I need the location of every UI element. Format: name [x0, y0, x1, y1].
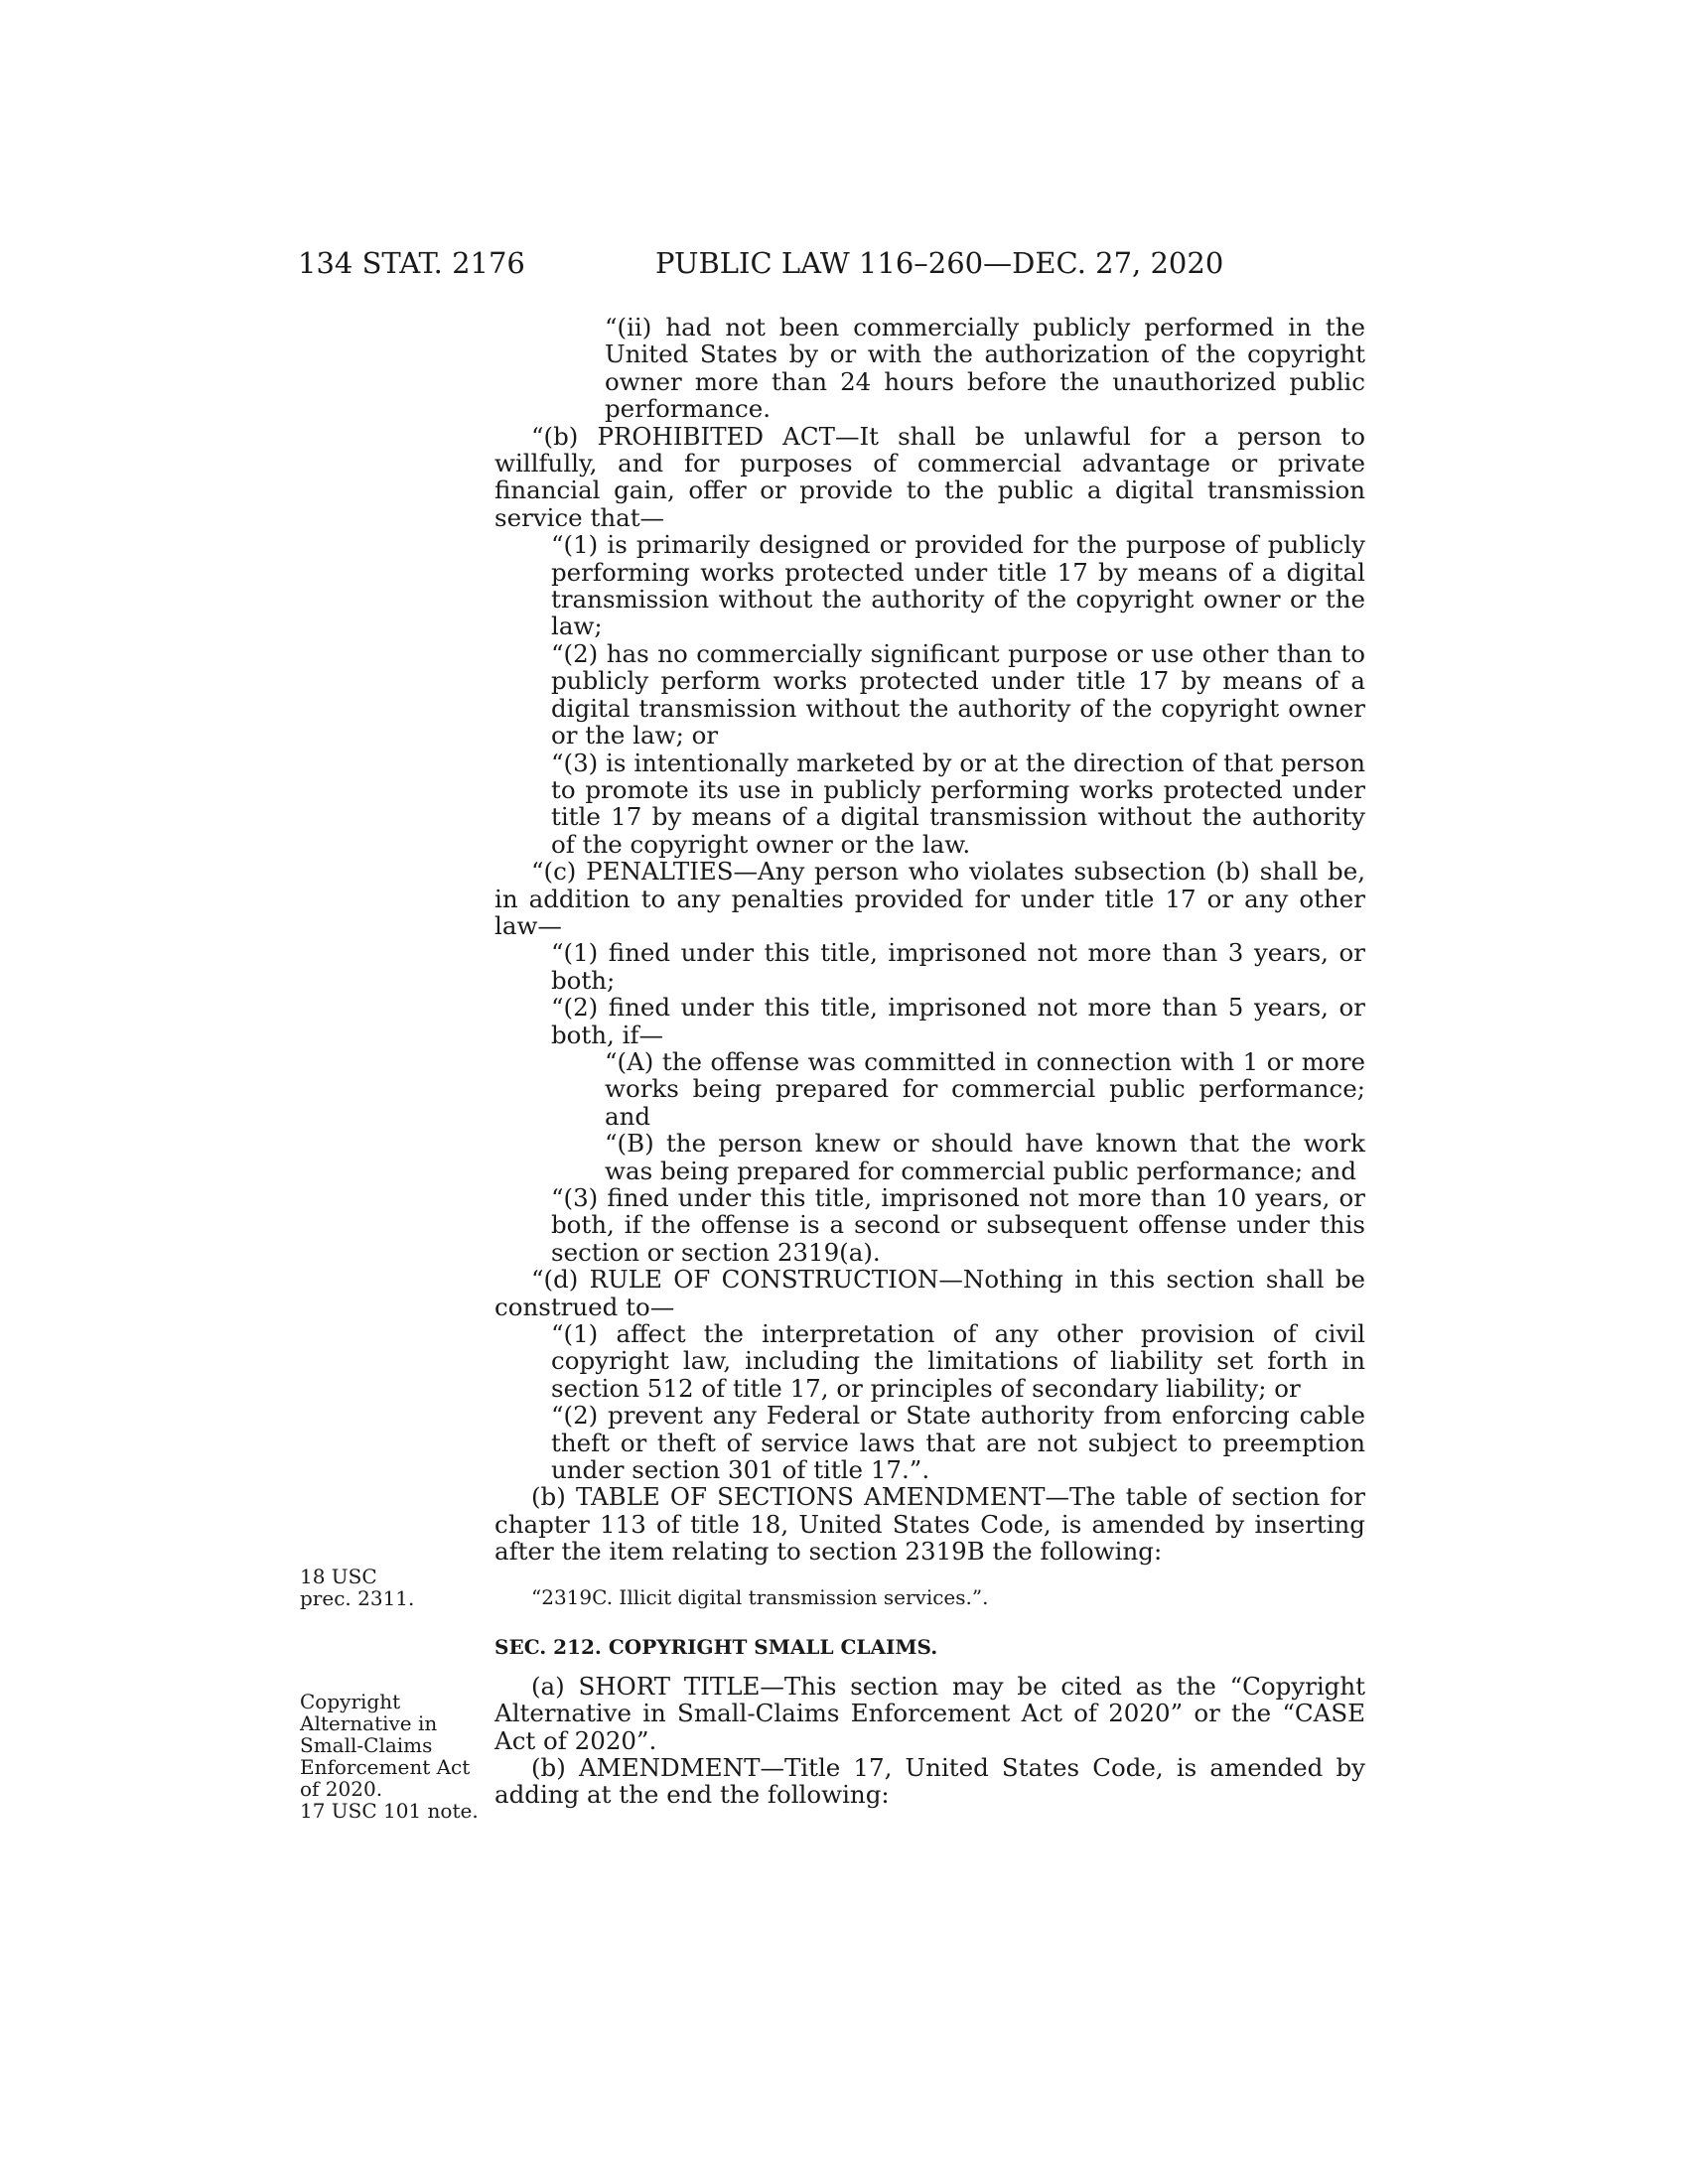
subsection-c-3: “(3) fined under this title, imprisoned not more than 10 years, or both, if the offense is a second or subsequent offense under this section or section 2319(a). [551, 1183, 1365, 1267]
margin-note-line: prec. 2311. [300, 1586, 415, 1610]
page-header [298, 246, 1365, 286]
subsection-d-label: RULE OF CONSTRUCTION [589, 1265, 939, 1295]
subsection-c-2: “(2) fined under this title, imprisoned not more than 5 years, or both, if— [551, 993, 1365, 1049]
margin-note-line: 17 USC 101 note. [300, 1799, 479, 1823]
statute-page-reference: 134 STAT. 2176 [298, 246, 525, 280]
subsection-d-1: “(1) affect the interpretation of any other provision of civil copyright law, including the limitations of liability set forth in section 512 of title 17, or principles of secondary liability; or [551, 1319, 1365, 1403]
margin-note-line: Small-Claims [300, 1733, 433, 1757]
margin-note-line: Enforcement Act [300, 1755, 471, 1779]
margin-note-line: of 2020. [300, 1777, 383, 1801]
body-text [494, 314, 1365, 1809]
short-title: (a) SHORT TITLE—This section may be cited as the “Copyright Alternative in Small-Claims Enforcement Act of 2020” or the “CASE Act of 2020”. [494, 1671, 1365, 1755]
paragraph-ii: “(ii) had not been commercially publicly performed in the United States by or with the authorization of the copyright owner more than 24 hours before the unauthorized public performance. [605, 313, 1365, 424]
toc-amendment-label: TABLE OF SECTIONS AMENDMENT [575, 1482, 1046, 1512]
subsection-b-2: “(2) has no commercially significant purpose or use other than to publicly perform works protected under title 17 by means of a digital transmission without the authority of the copyright owner or the law; or [551, 638, 1365, 751]
subsection-c-2-B: “(B) the person knew or should have known that the work was being prepared for commercial public performance; and [605, 1129, 1365, 1185]
subsection-b-3: “(3) is intentionally marketed by or at the direction of that person to promote its use in publicly performing works protected under title 17 by means of a digital transmission without the authority of the copyright owner or the law. [551, 748, 1365, 859]
subsection-c-2-A: “(A) the offense was committed in connection with 1 or more works being prepared for commercial public performance; and [605, 1046, 1365, 1131]
section-heading: SEC. 212. COPYRIGHT SMALL CLAIMS. [494, 1634, 938, 1659]
subsection-d: “(d) RULE OF CONSTRUCTION—Nothing in this section shall be construed to— [494, 1265, 1365, 1321]
subsection-c-1: “(1) fined under this title, imprisoned not more than 3 years, or both; [551, 938, 1365, 995]
margin-note-case-act [300, 1691, 479, 1822]
margin-note-usc-prec [300, 1566, 479, 1609]
subsection-b-1: “(1) is primarily designed or provided for the purpose of publicly performing works protected under title 17 by means of a digital transmission without the authority of the copyright owner or the law; [551, 530, 1365, 641]
toc-item: “2319C. Illicit digital transmission services.”. [531, 1584, 989, 1609]
subsection-c-label: PENALTIES [586, 857, 734, 887]
subsection-b: “(b) PROHIBITED ACT—It shall be unlawful for a person to willfully, and for purposes of commercial advantage or private financial gain, offer or provide to the public a digital transmission service that— [494, 421, 1365, 532]
amendment: (b) AMENDMENT—Title 17, United States Code, is amended by adding at the end the following: [494, 1752, 1365, 1810]
amendment-label: AMENDMENT [578, 1752, 761, 1782]
short-title-label: SHORT TITLE [578, 1671, 761, 1701]
table-of-sections-amendment: (b) TABLE OF SECTIONS AMENDMENT—The table of section for chapter 113 of title 18, United States Code, is amended by inserting after the item relating to section 2319B the following: [494, 1482, 1365, 1567]
margin-note-line: Alternative in [300, 1711, 438, 1735]
subsection-d-2: “(2) prevent any Federal or State authority from enforcing cable theft or theft of service laws that are not subject to preemption under section 301 of title 17.”. [551, 1401, 1365, 1485]
margin-note-line: Copyright [300, 1690, 401, 1713]
subsection-b-label: PROHIBITED ACT [597, 421, 835, 451]
margin-note-line: 18 USC [300, 1565, 377, 1588]
subsection-c: “(c) PENALTIES—Any person who violates subsection (b) shall be, in addition to any penalties provided for under title 17 or any other law— [494, 857, 1365, 940]
public-law-title: PUBLIC LAW 116–260—DEC. 27, 2020 [655, 246, 1224, 280]
